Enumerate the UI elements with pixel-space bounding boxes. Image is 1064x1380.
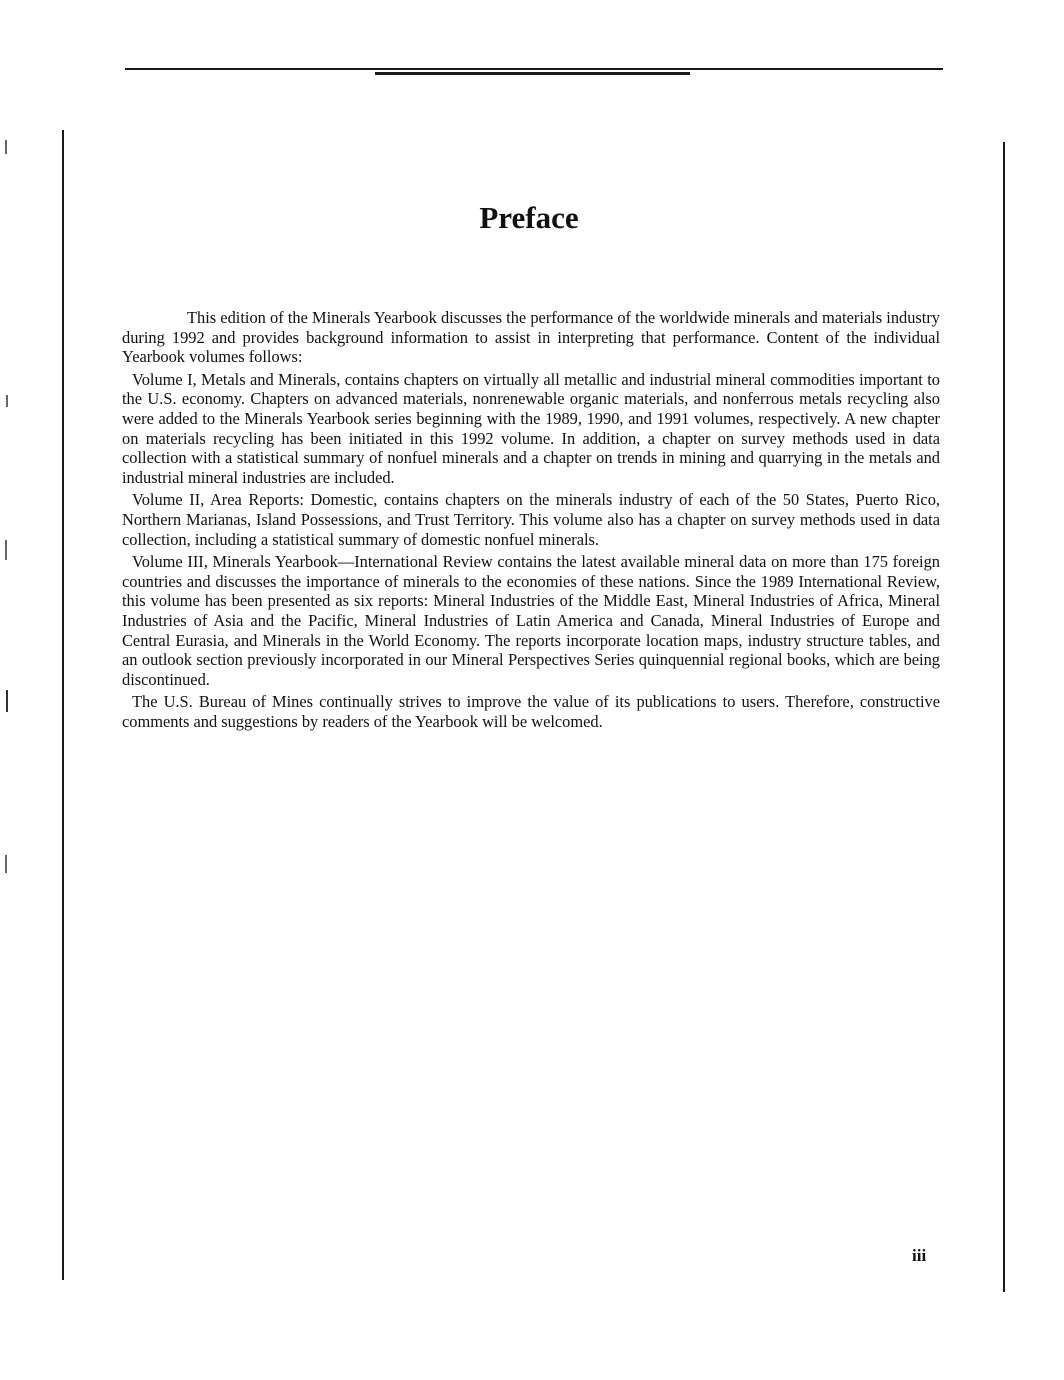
page-number: iii [912,1246,927,1265]
closing-paragraph: The U.S. Bureau of Mines continually strives to improve the value of its publications to users. Therefore, constructive comments and suggestions by readers of the Yearbook will be welcomed. [122,692,940,731]
scan-artifact [5,540,7,560]
page-title: Preface [479,200,579,235]
volume-1-paragraph: Volume I, Metals and Minerals, contains chapters on virtually all metallic and industrial mineral commodities important to the U.S. economy. Chapters on advanced materials, nonrenewable organic materials, and nonferrous metals recycling also were added to the Minerals Yearbook series beginning with the 1989, 1990, and 1991 volumes, respectively. A new chapter on materials recycling has been initiated in this 1992 volume. In addition, a chapter on survey methods used in data collection with a statistical summary of nonfuel minerals and a chapter on trends in mining and quarrying in the metals and industrial mineral industries are included. [122,369,940,487]
volume-3-paragraph: Volume III, Minerals Yearbook—International Review contains the latest available mineral data on more than 175 foreign countries and discusses the importance of minerals to the economies of these nations. Since the 1989 International Review, this volume has been presented as six reports: Mineral Industries of the Middle East, Mineral Industries of Africa, Mineral Industries of Asia and the Pacific, Mineral Industries of Latin America and Canada, Mineral Industries of Europe and Central Eurasia, and Minerals in the World Economy. The reports incorporate location maps, industry structure tables, and an outlook section previously incorporated in our Mineral Perspectives Series quinquennial regional books, which are being discontinued. [122,552,940,689]
scan-artifact [5,855,7,873]
header-rule-accent [375,72,690,75]
header-rule [125,68,943,70]
preface-body [122,308,940,734]
right-margin-rule [1003,142,1005,1292]
volume-2-paragraph: Volume II, Area Reports: Domestic, contains chapters on the minerals industry of each of the 50 States, Puerto Rico, Northern Marianas, Island Possessions, and Trust Territory. This volume also has a chapter on survey methods used in data collection, including a statistical summary of domestic nonfuel minerals. [122,490,940,549]
left-margin-rule [62,130,64,1280]
scan-artifact [5,140,7,154]
scan-artifact [6,395,8,407]
intro-paragraph: This edition of the Minerals Yearbook discusses the performance of the worldwide minerals and materials industry during 1992 and provides background information to assist in interpreting that performance. Content of the individual Yearbook volumes follows: [122,308,940,367]
scan-artifact [6,690,8,712]
